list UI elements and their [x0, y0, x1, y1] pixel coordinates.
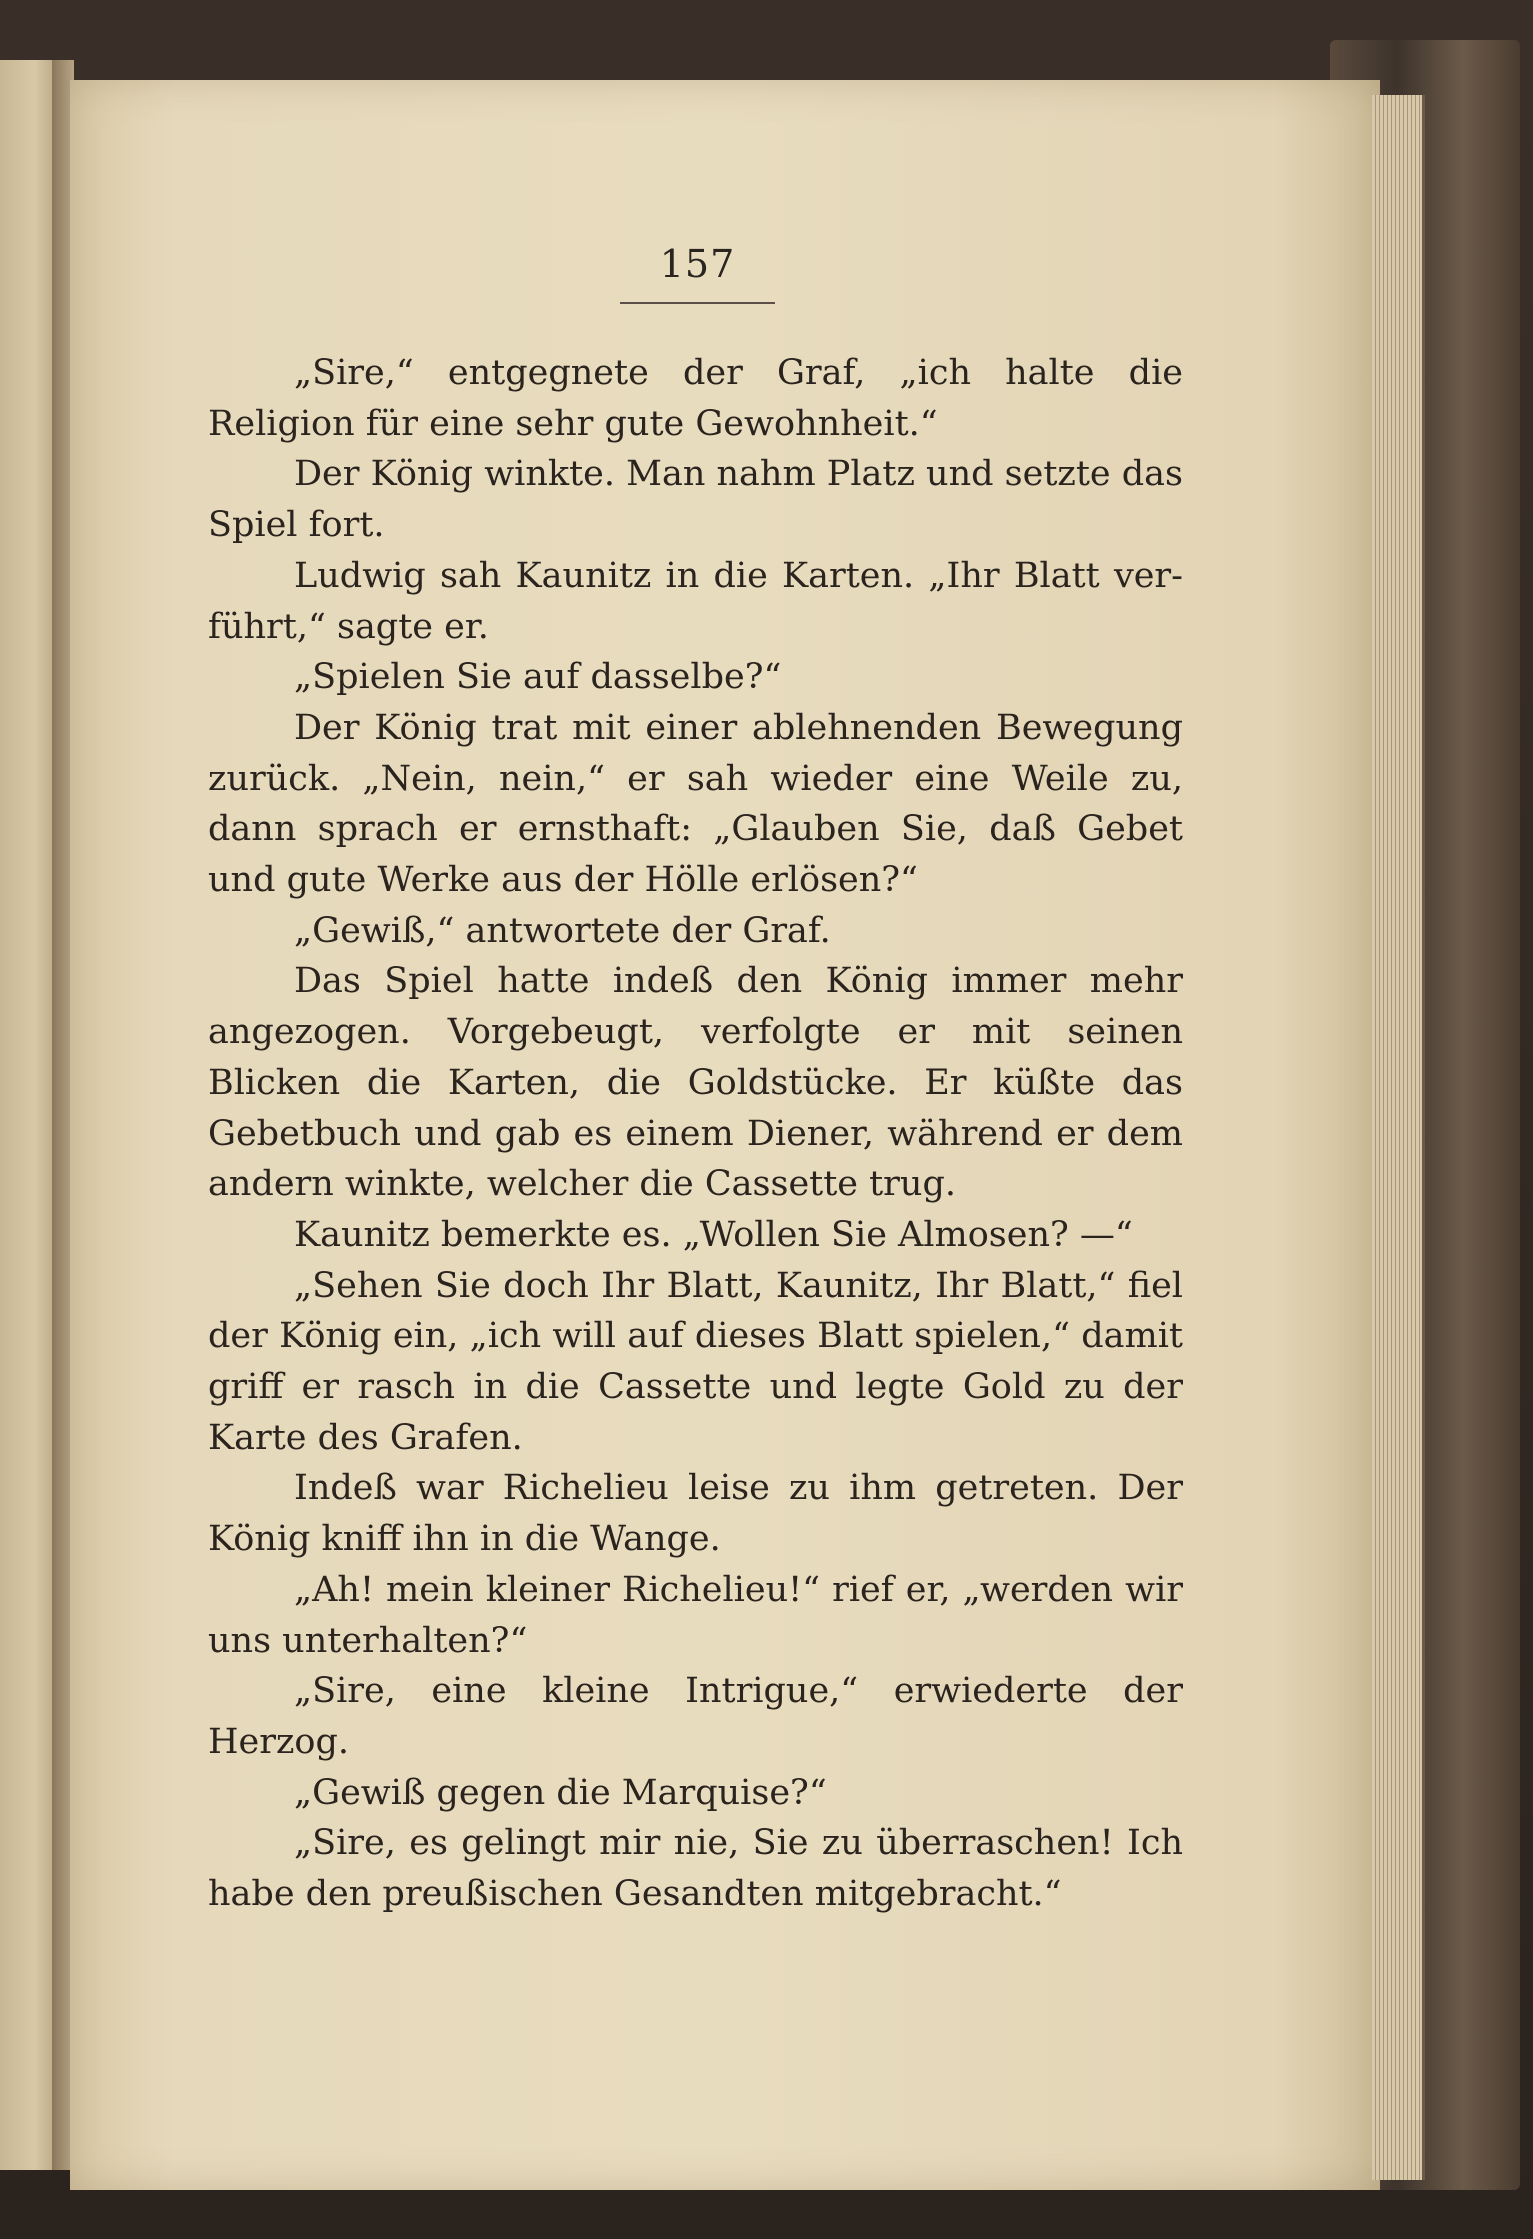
paragraph: „Ah! mein kleiner Richelieu!“ rief er, „werden wir uns unterhalten?“ — [208, 1569, 1183, 1661]
paragraph: „Sire, es gelingt mir nie, Sie zu überraschen! Ich habe den preußischen Gesandten mitgebracht.“ — [208, 1823, 1183, 1915]
paragraph: „Sehen Sie doch Ihr Blatt, Kaunitz, Ihr Blatt,“ fiel der König ein, „ich will auf dieses Blatt spielen,“ damit griff er rasch in die Cassette und legte Gold zu der Karte des Grafen. — [208, 1265, 1183, 1458]
paragraph: „Gewiß,“ antwortete der Graf. — [294, 910, 831, 951]
paragraph: Indeß war Richelieu leise zu ihm getreten. Der König kniff ihn in die Wange. — [208, 1468, 1183, 1560]
paragraph: Das Spiel hatte indeß den König immer mehr angezogen. Vorgebeugt, verfolgte er mit seinen Blicken die Karten, die Goldstücke. Er küßte das Gebetbuch und gab es einem Diener, während er dem andern winkte, welcher die Cassette trug. — [208, 961, 1183, 1205]
paragraph: Der König trat mit einer ablehnenden Bewegung zurück. „Nein, nein,“ er sah wieder eine Weile zu, dann sprach er ernsthaft: „Glauben Sie, daß Gebet und gute Werke aus der Hölle erlösen?“ — [208, 707, 1183, 901]
page-stack-edges — [1372, 95, 1425, 2180]
paragraph: Der König winkte. Man nahm Platz und setzte das Spiel fort. — [208, 454, 1183, 546]
paragraph: „Gewiß gegen die Marquise?“ — [294, 1772, 827, 1813]
body-text — [208, 348, 1183, 1920]
paragraph: „Sire,“ entgegnete der Graf, „ich halte die Religion für eine sehr gute Gewohnheit.“ — [208, 353, 1183, 444]
paragraph: „Spielen Sie auf dasselbe?“ — [294, 657, 782, 698]
facing-page-edge — [0, 60, 58, 2170]
paragraph: Kaunitz bemerkte es. „Wollen Sie Almosen? —“ — [294, 1214, 1133, 1255]
page-number-rule — [620, 302, 775, 304]
page-number: 157 — [659, 242, 736, 286]
paragraph: Ludwig sah Kaunitz in die Karten. „Ihr Blatt verführt,“ sagte er. — [208, 555, 1183, 647]
paragraph: „Sire, eine kleine Intrigue,“ erwiederte der Herzog. — [208, 1671, 1183, 1762]
